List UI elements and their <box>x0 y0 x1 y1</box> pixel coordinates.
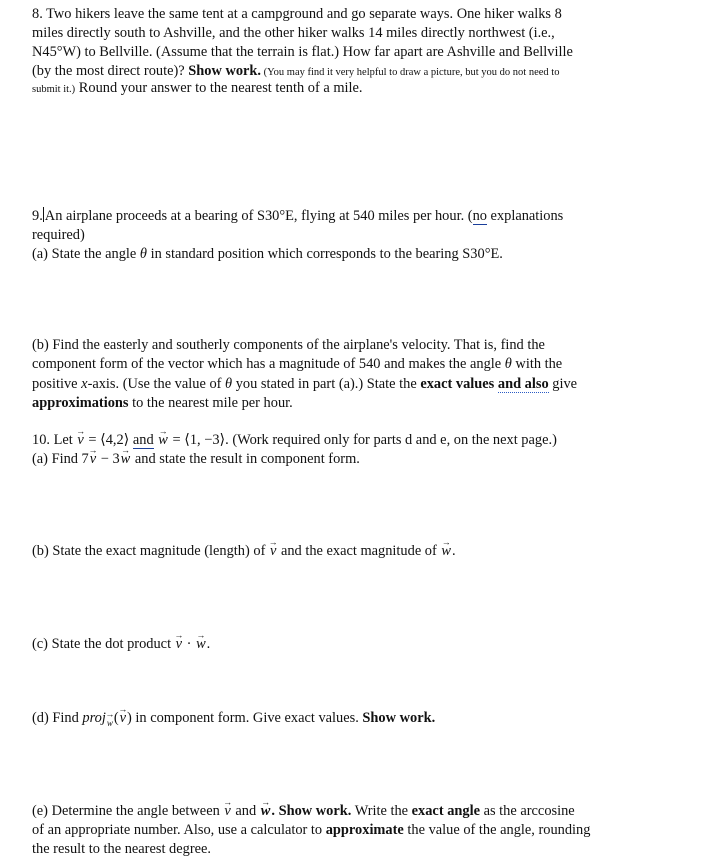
vector-w: → w <box>195 635 207 653</box>
text: you stated in part (a).) State the <box>232 376 421 392</box>
text: as the arccosine <box>480 803 575 819</box>
q10-line1 <box>32 431 557 449</box>
q9-part-b-line4 <box>32 394 293 412</box>
vector-v: → v <box>269 542 277 560</box>
q10-part-e-line2 <box>32 821 590 839</box>
text: ) in component form. Give exact values. <box>127 710 363 726</box>
text: and <box>231 803 260 819</box>
proj-label: proj <box>82 710 106 726</box>
text: · <box>183 636 196 652</box>
q10-part-e-line3: the result to the nearest degree. <box>32 841 212 857</box>
vector-v: → v <box>175 635 183 653</box>
q9-line2: required) <box>32 227 85 243</box>
q8-line3: N45°W) to Bellville. (Assume that the terrain is flat.) How far apart are Ashville and Bellville <box>32 44 573 60</box>
text: = ⟨1, −3⟩. (Work required only for parts d and e, on the next page.) <box>168 432 557 448</box>
note-small: submit it.) <box>32 84 76 95</box>
q9-part-b-line2 <box>32 355 562 373</box>
text: in standard position which corresponds to the bearing S30°E. <box>146 246 503 262</box>
vector-w: → w <box>440 542 452 560</box>
q8-line1: 8. Two hikers leave the same tent at a campground and go separate ways. One hiker walks 8 <box>32 6 562 22</box>
q10-part-e-line1 <box>32 802 575 820</box>
no-underlined: no <box>472 208 487 224</box>
text: explanations <box>486 208 564 224</box>
text: of an appropriate number. Also, use a calculator to <box>32 822 326 838</box>
text: Write the <box>351 803 412 819</box>
vector-w: → w <box>260 802 272 820</box>
note-small: (You may find it very helpful to draw a picture, but you do not need to <box>261 67 560 78</box>
text: (a) Find 7 <box>32 451 89 467</box>
text: to the nearest mile per hour. <box>128 395 293 411</box>
approximate-bold: approximate <box>325 822 404 838</box>
q9-line1 <box>32 207 563 225</box>
text: the value of the angle, rounding <box>403 822 591 838</box>
text: − 3 <box>97 451 120 467</box>
show-work-bold: Show work. <box>362 710 436 726</box>
text: 10. Let <box>32 432 77 448</box>
q9-part-a <box>32 245 503 263</box>
q10-part-d <box>32 709 435 728</box>
text: -axis. (Use the value of <box>87 376 226 392</box>
text: . <box>452 543 456 559</box>
text: and state the result in component form. <box>131 451 360 467</box>
text: ( <box>113 710 119 726</box>
text: (b) State the exact magnitude (length) of <box>32 543 269 559</box>
q10-part-b <box>32 542 456 560</box>
text: (e) Determine the angle between <box>32 803 224 819</box>
text: positive <box>32 376 82 392</box>
vector-v: → v <box>89 450 97 468</box>
q9-number: 9. <box>32 208 43 224</box>
text: and the exact magnitude of <box>277 543 441 559</box>
approximations-bold: approximations <box>32 395 129 411</box>
text: An airplane proceeds at a bearing of S30°E, flying at 540 miles per hour. ( <box>44 208 473 224</box>
text-cursor <box>43 207 44 222</box>
vector-w-subscript: → $_w$ <box>106 714 114 732</box>
q8-line5 <box>32 79 363 99</box>
q8-line2: miles directly south to Ashville, and the other hiker walks 14 miles directly northwest (i.e., <box>32 25 555 41</box>
vector-w: → w <box>120 450 132 468</box>
text: give <box>548 376 578 392</box>
and-underlined: and <box>132 432 154 448</box>
x-var: x <box>81 376 88 392</box>
theta: θ <box>225 376 233 392</box>
show-work-bold: Show work. <box>278 803 352 819</box>
q9-part-b-line3 <box>32 375 577 393</box>
vector-w: → w <box>157 431 169 449</box>
vector-v: → v <box>223 802 231 820</box>
q10-part-a <box>32 450 360 468</box>
exact-values-bold: exact values <box>420 376 495 392</box>
vector-v: → v <box>119 709 127 727</box>
theta: θ <box>139 246 147 262</box>
text: (by the most direct route)? <box>32 63 189 79</box>
period: . <box>271 803 279 819</box>
exact-angle-bold: exact angle <box>411 803 480 819</box>
text: component form of the vector which has a magnitude of 540 and makes the angle <box>32 356 505 372</box>
theta: θ <box>504 356 512 372</box>
vector-v: → v <box>76 431 84 449</box>
text: . <box>206 636 211 652</box>
text: with the <box>511 356 563 372</box>
text: (a) State the angle <box>32 246 140 262</box>
text: (d) Find <box>32 710 83 726</box>
q10-part-c <box>32 635 210 653</box>
text: = ⟨4,2⟩ <box>84 432 133 448</box>
text: Round your answer to the nearest tenth of a mile. <box>75 80 363 96</box>
text: (c) State the dot product <box>32 636 175 652</box>
show-work-bold: Show work. <box>188 63 262 79</box>
and-also-bold: and also <box>497 376 549 392</box>
q9-part-b-line1: (b) Find the easterly and southerly components of the airplane's velocity. That is, find the <box>32 337 545 353</box>
